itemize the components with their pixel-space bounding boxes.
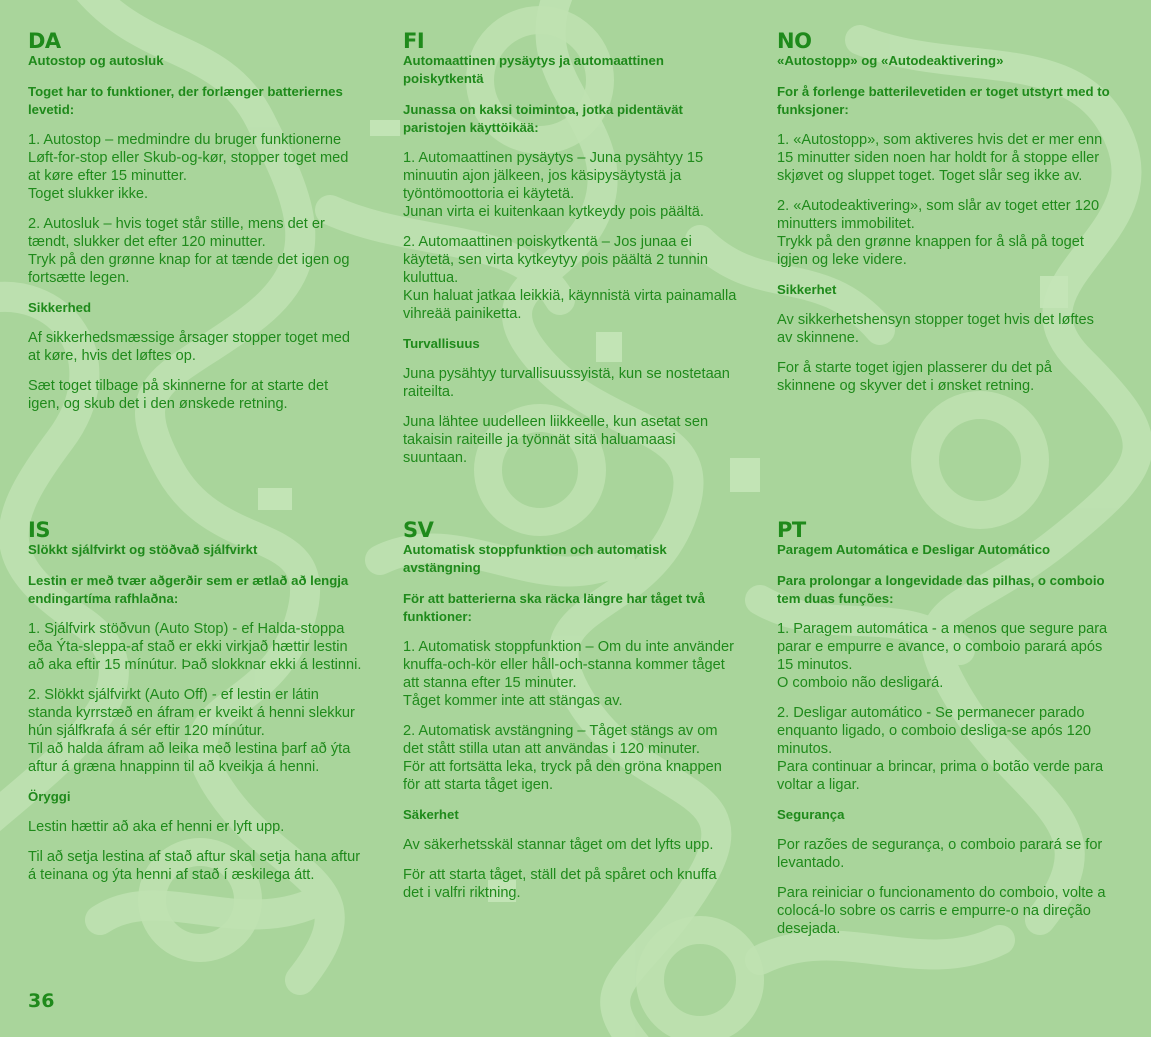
safety-paragraph-2: Juna lähtee uudelleen liikkeelle, kun asetat sen takaisin raiteille ja työnnät sitä haluamaasi suuntaan. <box>403 414 709 466</box>
safety-heading: Sikkerhet <box>777 282 837 297</box>
section-intro: För att batterierna ska räcka längre har tåget två funktioner: <box>403 591 705 624</box>
section-title: Automatisk stoppfunktion och automatisk avstängning <box>403 542 667 575</box>
safety-paragraph-2: För att starta tåget, ställ det på spåret och knuffa det i valfri riktning. <box>403 867 717 901</box>
section-no <box>777 30 1112 407</box>
language-code: IS <box>28 518 50 542</box>
section-title: Slökkt sjálfvirkt og stöðvað sjálfvirkt <box>28 542 258 557</box>
section-title: Paragem Automática e Desligar Automático <box>777 542 1051 557</box>
safety-heading: Sikkerhed <box>28 300 92 315</box>
language-code: NO <box>777 29 812 53</box>
section-sv <box>403 519 738 914</box>
section-title: Autostop og autosluk <box>28 53 164 68</box>
paragraph-autooff: 2. Desligar automático - Se permanecer parado enquanto ligado, o comboio desliga-se após 120 minutos. Para continuar a brincar, prima o botão verde para voltar a ligar. <box>777 705 1104 793</box>
safety-paragraph-2: Para reiniciar o funcionamento do comboio, volte a colocá-lo sobre os carris e empurre-o na direção desejada. <box>777 885 1106 937</box>
paragraph-autostop: 1. Autostop – medmindre du bruger funktionerne Løft-for-stop eller Skub-og-kør, stopper toget med at køre efter 15 minutter. Toget slukker ikke. <box>28 132 349 202</box>
paragraph-autooff: 2. Autosluk – hvis toget står stille, mens det er tændt, slukker det efter 120 minutter. Tryk på den grønne knap for at tænde det igen og fortsætte legen. <box>28 216 350 286</box>
safety-paragraph-1: Por razões de segurança, o comboio parará se for levantado. <box>777 837 1103 871</box>
safety-paragraph-1: Af sikkerhedsmæssige årsager stopper toget med at køre, hvis det løftes op. <box>28 330 351 364</box>
section-intro: Toget har to funktioner, der forlænger batteriernes levetid: <box>28 84 343 117</box>
section-pt <box>777 519 1112 950</box>
section-is <box>28 519 363 896</box>
paragraph-autostop: 1. «Autostopp», som aktiveres hvis det er mer enn 15 minutter siden noen har holdt for å stoppe eller skjøvet og sluppet toget. Toget slår seg ikke av. <box>777 132 1103 184</box>
safety-paragraph-1: Lestin hættir að aka ef henni er lyft upp. <box>28 819 285 835</box>
section-intro: For å forlenge batterilevetiden er toget utstyrt med to funksjoner: <box>777 84 1110 117</box>
safety-heading: Öryggi <box>28 789 71 804</box>
paragraph-autooff: 2. Slökkt sjálfvirkt (Auto Off) - ef lestin er látin standa kyrrstæð en áfram er kveikt á henni slekkur hún sjálfkrafa á sér eftir 120 mínútur. Til að halda áfram að leika með lestina þarf að ýta aftur á græna hnappinn til að kveikja á henni. <box>28 687 355 775</box>
section-title: Automaattinen pysäytys ja automaattinen poiskytkentä <box>403 53 664 86</box>
paragraph-autooff: 2. «Autodeaktivering», som slår av toget etter 120 minutters immobilitet. Trykk på den grønne knappen for å slå på toget igjen og leke videre. <box>777 198 1100 268</box>
page-number: 36 <box>28 990 55 1012</box>
section-da <box>28 30 363 425</box>
safety-paragraph-2: Sæt toget tilbage på skinnerne for at starte det igen, og skub det i den ønskede retning. <box>28 378 329 412</box>
paragraph-autostop: 1. Automatisk stoppfunktion – Om du inte använder knuffa-och-kör eller håll-och-stanna kommer tåget att stanna efter 15 minuter. Tåget kommer inte att stängas av. <box>403 639 734 709</box>
paragraph-autostop: 1. Automaattinen pysäytys – Juna pysähtyy 15 minuutin ajon jälkeen, jos käsipysäytystä ja työntömoottoria ei käytetä. Junan virta ei kuitenkaan kytkeydy pois päältä. <box>403 150 704 220</box>
paragraph-autostop: 1. Paragem automática - a menos que segure para parar e empurre e avance, o comboio parará após 15 minutos. O comboio não desligará. <box>777 621 1108 691</box>
paragraph-autooff: 2. Automatisk avstängning – Tåget stängs av om det stått stilla utan att användas i 120 minuter. För att fortsätta leka, tryck på den gröna knappen för att starta tåget igen. <box>403 723 722 793</box>
safety-paragraph-2: Til að setja lestina af stað aftur skal setja hana aftur á teinana og ýta henni af stað í æskilega átt. <box>28 849 361 883</box>
safety-heading: Säkerhet <box>403 807 459 822</box>
section-intro: Para prolongar a longevidade das pilhas, o comboio tem duas funções: <box>777 573 1105 606</box>
section-fi <box>403 30 738 479</box>
section-intro: Junassa on kaksi toimintoa, jotka pidentävät paristojen käyttöikää: <box>403 102 683 135</box>
safety-paragraph-1: Juna pysähtyy turvallisuussyistä, kun se nostetaan raiteilta. <box>403 366 730 400</box>
paragraph-autooff: 2. Automaattinen poiskytkentä – Jos junaa ei käytetä, sen virta kytkeytyy pois päältä 2 tunnin kuluttua. Kun haluat jatkaa leikkiä, käynnistä virta painamalla vihreää painiketta. <box>403 234 737 322</box>
safety-heading: Segurança <box>777 807 845 822</box>
paragraph-autostop: 1. Sjálfvirk stöðvun (Auto Stop) - ef Halda-stoppa eða Ýta-sleppa-af stað er ekki virkjað hættir lestin að aka eftir 15 mínútur. Það slokknar ekki á lestinni. <box>28 621 362 673</box>
language-code: SV <box>403 518 434 542</box>
safety-paragraph-1: Av säkerhetsskäl stannar tåget om det lyfts upp. <box>403 837 714 853</box>
safety-paragraph-1: Av sikkerhetshensyn stopper toget hvis det løftes av skinnene. <box>777 312 1094 346</box>
section-intro: Lestin er með tvær aðgerðir sem er ætlað að lengja endingartíma rafhlaðna: <box>28 573 349 606</box>
section-title: «Autostopp» og «Autodeaktivering» <box>777 53 1004 68</box>
language-code: PT <box>777 518 806 542</box>
safety-heading: Turvallisuus <box>403 336 480 351</box>
language-code: DA <box>28 29 61 53</box>
safety-paragraph-2: For å starte toget igjen plasserer du det på skinnene og skyver det i ønsket retning. <box>777 360 1053 394</box>
language-code: FI <box>403 29 425 53</box>
